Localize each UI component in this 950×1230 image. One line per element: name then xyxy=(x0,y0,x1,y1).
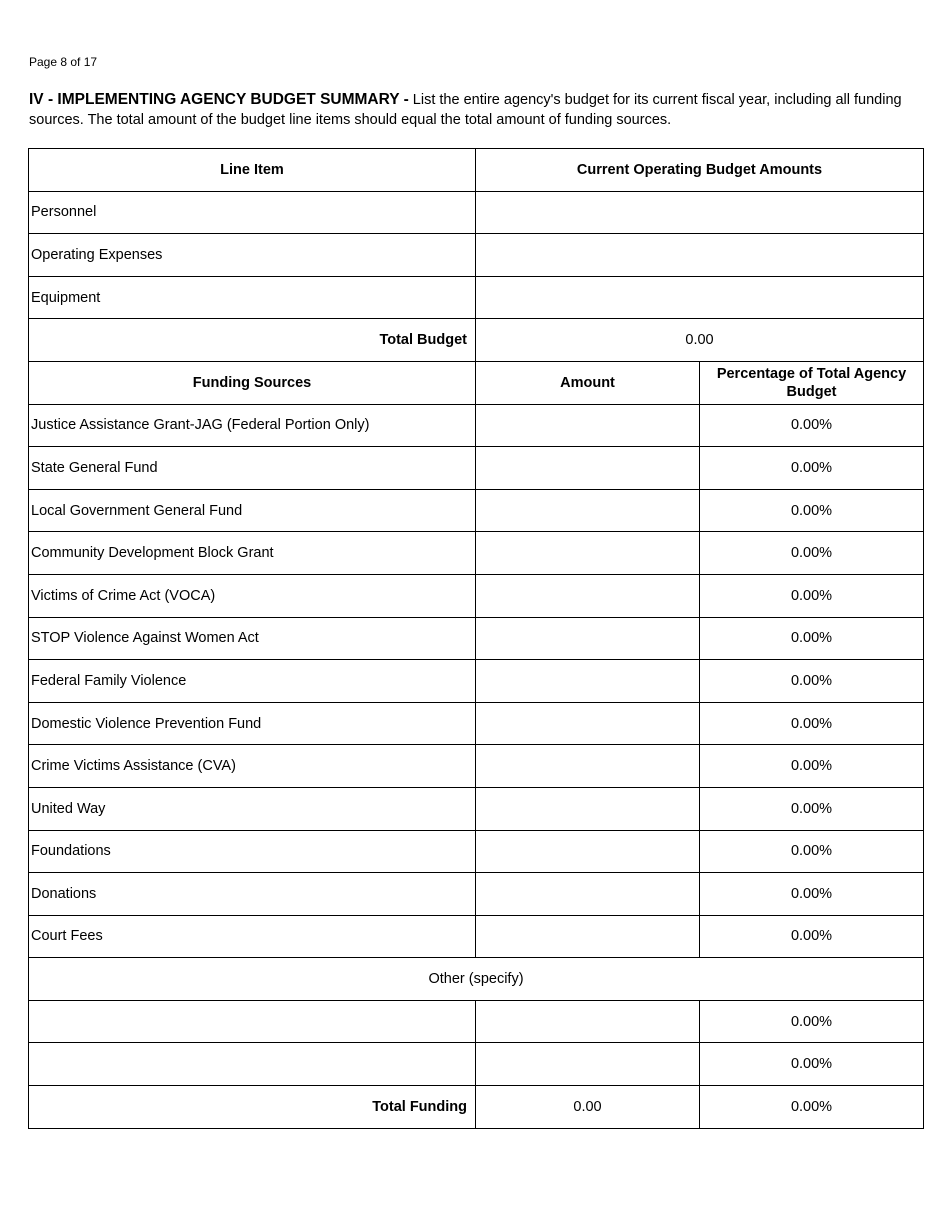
funding-percentage: 0.00% xyxy=(700,660,924,703)
funding-source-row xyxy=(29,574,924,617)
funding-amount-field[interactable] xyxy=(476,617,700,660)
header-current-operating-budget: Current Operating Budget Amounts xyxy=(476,149,924,192)
funding-source-label: United Way xyxy=(29,787,476,830)
budget-table-body xyxy=(29,149,924,1129)
total-funding-amount: 0.00 xyxy=(476,1086,700,1129)
funding-source-label: Community Development Block Grant xyxy=(29,532,476,575)
funding-source-row xyxy=(29,830,924,873)
funding-source-label: Foundations xyxy=(29,830,476,873)
funding-amount-field[interactable] xyxy=(476,702,700,745)
funding-amount-field[interactable] xyxy=(476,915,700,958)
funding-source-row xyxy=(29,532,924,575)
funding-amount-field[interactable] xyxy=(476,574,700,617)
budget-header-row xyxy=(29,149,924,192)
funding-amount-field[interactable] xyxy=(476,489,700,532)
section-heading xyxy=(29,90,914,130)
funding-amount-field[interactable] xyxy=(476,745,700,788)
other-percentage: 0.00% xyxy=(700,1000,924,1043)
header-amount: Amount xyxy=(476,361,700,404)
other-percentage: 0.00% xyxy=(700,1043,924,1086)
funding-percentage: 0.00% xyxy=(700,702,924,745)
funding-amount-field[interactable] xyxy=(476,830,700,873)
line-item-label: Equipment xyxy=(29,276,476,319)
other-source-name-field[interactable] xyxy=(29,1043,476,1086)
funding-percentage: 0.00% xyxy=(700,489,924,532)
other-specify-row xyxy=(29,958,924,1001)
line-item-row xyxy=(29,191,924,234)
other-funding-row xyxy=(29,1000,924,1043)
funding-source-row xyxy=(29,447,924,490)
total-budget-row xyxy=(29,319,924,362)
funding-source-row xyxy=(29,745,924,788)
line-item-amount-field[interactable] xyxy=(476,191,924,234)
funding-source-row xyxy=(29,404,924,447)
funding-percentage: 0.00% xyxy=(700,447,924,490)
other-amount-field[interactable] xyxy=(476,1000,700,1043)
total-funding-label: Total Funding xyxy=(29,1086,476,1129)
funding-source-row xyxy=(29,702,924,745)
funding-source-label: Court Fees xyxy=(29,915,476,958)
funding-source-label: Justice Assistance Grant-JAG (Federal Portion Only) xyxy=(29,404,476,447)
section-title: IV - IMPLEMENTING AGENCY BUDGET SUMMARY - xyxy=(29,91,409,108)
funding-header-row xyxy=(29,361,924,404)
funding-source-row xyxy=(29,915,924,958)
funding-amount-field[interactable] xyxy=(476,873,700,916)
funding-percentage: 0.00% xyxy=(700,787,924,830)
funding-source-label: Local Government General Fund xyxy=(29,489,476,532)
other-amount-field[interactable] xyxy=(476,1043,700,1086)
line-item-label: Personnel xyxy=(29,191,476,234)
funding-amount-field[interactable] xyxy=(476,447,700,490)
line-item-amount-field[interactable] xyxy=(476,234,924,277)
total-budget-value: 0.00 xyxy=(476,319,924,362)
total-funding-row xyxy=(29,1086,924,1129)
funding-percentage: 0.00% xyxy=(700,532,924,575)
funding-percentage: 0.00% xyxy=(700,745,924,788)
page-number: Page 8 of 17 xyxy=(29,55,98,69)
other-source-name-field[interactable] xyxy=(29,1000,476,1043)
total-funding-percentage: 0.00% xyxy=(700,1086,924,1129)
funding-source-row xyxy=(29,873,924,916)
header-line-item: Line Item xyxy=(29,149,476,192)
funding-percentage: 0.00% xyxy=(700,574,924,617)
funding-percentage: 0.00% xyxy=(700,873,924,916)
other-specify-label: Other (specify) xyxy=(29,958,924,1001)
funding-source-label: Crime Victims Assistance (CVA) xyxy=(29,745,476,788)
funding-source-row xyxy=(29,617,924,660)
budget-summary-table xyxy=(28,148,924,1129)
funding-percentage: 0.00% xyxy=(700,617,924,660)
funding-source-label: Federal Family Violence xyxy=(29,660,476,703)
funding-source-row xyxy=(29,660,924,703)
total-budget-label: Total Budget xyxy=(29,319,476,362)
line-item-amount-field[interactable] xyxy=(476,276,924,319)
funding-amount-field[interactable] xyxy=(476,532,700,575)
funding-amount-field[interactable] xyxy=(476,787,700,830)
funding-amount-field[interactable] xyxy=(476,404,700,447)
funding-source-label: Victims of Crime Act (VOCA) xyxy=(29,574,476,617)
line-item-row xyxy=(29,276,924,319)
funding-source-row xyxy=(29,489,924,532)
line-item-row xyxy=(29,234,924,277)
line-item-label: Operating Expenses xyxy=(29,234,476,277)
funding-source-row xyxy=(29,787,924,830)
section-instructions: List the entire agency's budget for its current fiscal year, including all funding sources. The total amount of the budget line items should equal the total amount of funding sources. xyxy=(29,92,902,128)
header-funding-sources: Funding Sources xyxy=(29,361,476,404)
funding-source-label: STOP Violence Against Women Act xyxy=(29,617,476,660)
other-funding-row xyxy=(29,1043,924,1086)
funding-percentage: 0.00% xyxy=(700,830,924,873)
funding-amount-field[interactable] xyxy=(476,660,700,703)
funding-source-label: State General Fund xyxy=(29,447,476,490)
header-percentage: Percentage of Total Agency Budget xyxy=(700,361,924,404)
funding-percentage: 0.00% xyxy=(700,915,924,958)
funding-source-label: Domestic Violence Prevention Fund xyxy=(29,702,476,745)
funding-source-label: Donations xyxy=(29,873,476,916)
funding-percentage: 0.00% xyxy=(700,404,924,447)
